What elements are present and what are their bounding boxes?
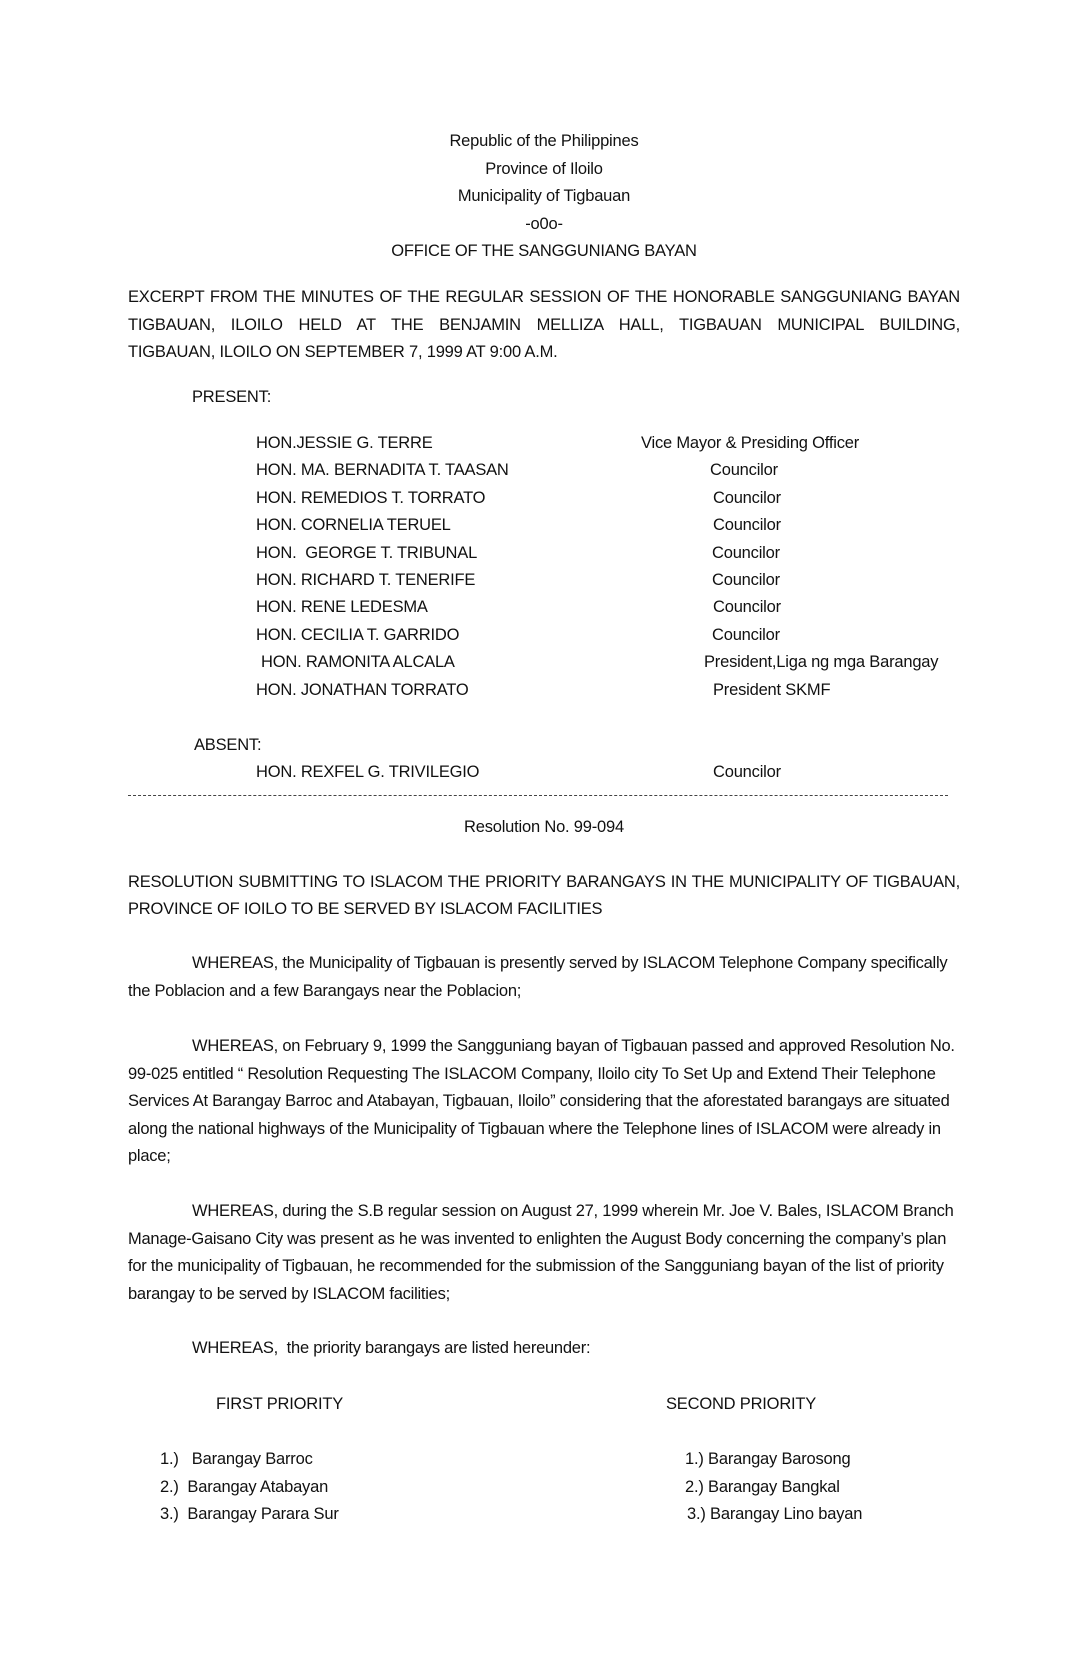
list-item: 2.) Barangay Bangkal: [685, 1478, 840, 1496]
resolution-title-line-1: RESOLUTION SUBMITTING TO ISLACOM THE PRIORITY BARANGAYS IN THE MUNICIPALITY OF TIGBAUAN,: [128, 873, 960, 891]
header-republic: Republic of the Philippines: [449, 132, 639, 150]
member-name: HON. GEORGE T. TRIBUNAL: [256, 544, 478, 562]
member-role: Councilor: [712, 571, 780, 589]
excerpt-line-3: TIGBAUAN, ILOILO ON SEPTEMBER 7, 1999 AT 9:00 A.M.: [128, 343, 558, 361]
list-item: 1.) Barangay Barosong: [685, 1450, 851, 1468]
excerpt-line-1: EXCERPT FROM THE MINUTES OF THE REGULAR SESSION OF THE HONORABLE SANGGUNIANG BAYAN: [128, 288, 960, 306]
member-role: Councilor: [712, 544, 780, 562]
member-name: HON. RICHARD T. TENERIFE: [256, 571, 476, 589]
member-role: Councilor: [710, 461, 778, 479]
list-item: 2.) Barangay Atabayan: [160, 1478, 329, 1496]
excerpt-line-2: TIGBAUAN, ILOILO HELD AT THE BENJAMIN MELLIZA HALL, TIGBAUAN MUNICIPAL BUILDING,: [128, 316, 960, 334]
member-name: HON. RAMONITA ALCALA: [261, 653, 455, 671]
absent-label: ABSENT:: [194, 736, 262, 754]
member-role: President,Liga ng mga Barangay: [704, 653, 939, 671]
whereas-text: WHEREAS, the priority barangays are listed hereunder:: [192, 1339, 591, 1357]
member-name: HON. RENE LEDESMA: [256, 598, 428, 616]
header-separator: -o0o-: [525, 215, 563, 233]
member-role: Councilor: [712, 626, 780, 644]
member-name: HON. CECILIA T. GARRIDO: [256, 626, 460, 644]
second-priority-heading: SECOND PRIORITY: [666, 1395, 817, 1413]
whereas-clause-2: [128, 1033, 960, 1171]
first-priority-heading: FIRST PRIORITY: [216, 1395, 344, 1413]
whereas-clause-3: [128, 1198, 960, 1308]
member-name: HON. MA. BERNADITA T. TAASAN: [256, 461, 509, 479]
whereas-clause-4: [128, 1335, 960, 1363]
whereas-text: WHEREAS, during the S.B regular session on August 27, 1999 wherein Mr. Joe V. Bales, ISLACOM Branch Manage-Gaisano City was present as he was invented to enlighten the August Body concerning the company’s plan for the municipality of Tigbauan, he recommended for the submission of the Sangguniang bayan of the list of priority barangay to be served by ISLACOM facilities;: [128, 1202, 954, 1303]
member-role: Councilor: [713, 598, 781, 616]
resolution-number: Resolution No. 99-094: [464, 818, 624, 836]
absent-member-role: Councilor: [713, 763, 781, 781]
list-item: 3.) Barangay Parara Sur: [160, 1505, 339, 1523]
resolution-title-line-2: PROVINCE OF IOILO TO BE SERVED BY ISLACOM FACILITIES: [128, 900, 603, 918]
present-label: PRESENT:: [192, 388, 272, 406]
header-municipality: Municipality of Tigbauan: [457, 187, 631, 205]
whereas-text: WHEREAS, on February 9, 1999 the Sangguniang bayan of Tigbauan passed and approved Resolution No. 99-025 entitled “ Resolution Requesting The ISLACOM Company, Iloilo city To Set Up and Extend Their Telephone Services At Barangay Barroc and Atabayan, Tigbauan, Iloilo” considering that the aforestated barangays are situated along the national highways of the Municipality of Tigbauan where the Telephone lines of ISLACOM were already in place;: [128, 1037, 955, 1165]
member-name: HON.JESSIE G. TERRE: [256, 434, 433, 452]
whereas-text: WHEREAS, the Municipality of Tigbauan is presently served by ISLACOM Telephone Company specifically the Poblacion and a few Barangays near the Poblacion;: [128, 954, 948, 1000]
member-name: HON. CORNELIA TERUEL: [256, 516, 451, 534]
dashed-divider: [128, 795, 948, 796]
absent-member-name: HON. REXFEL G. TRIVILEGIO: [256, 763, 480, 781]
member-role: President SKMF: [713, 681, 831, 699]
member-name: HON. REMEDIOS T. TORRATO: [256, 489, 486, 507]
header-province: Province of Iloilo: [485, 160, 603, 178]
header-office: OFFICE OF THE SANGGUNIANG BAYAN: [391, 242, 697, 260]
member-role: Councilor: [713, 489, 781, 507]
member-role: Councilor: [713, 516, 781, 534]
list-item: 1.) Barangay Barroc: [160, 1450, 313, 1468]
member-name: HON. JONATHAN TORRATO: [256, 681, 469, 699]
whereas-clause-1: [128, 950, 960, 1005]
list-item: 3.) Barangay Lino bayan: [687, 1505, 863, 1523]
member-role: Vice Mayor & Presiding Officer: [641, 434, 860, 452]
